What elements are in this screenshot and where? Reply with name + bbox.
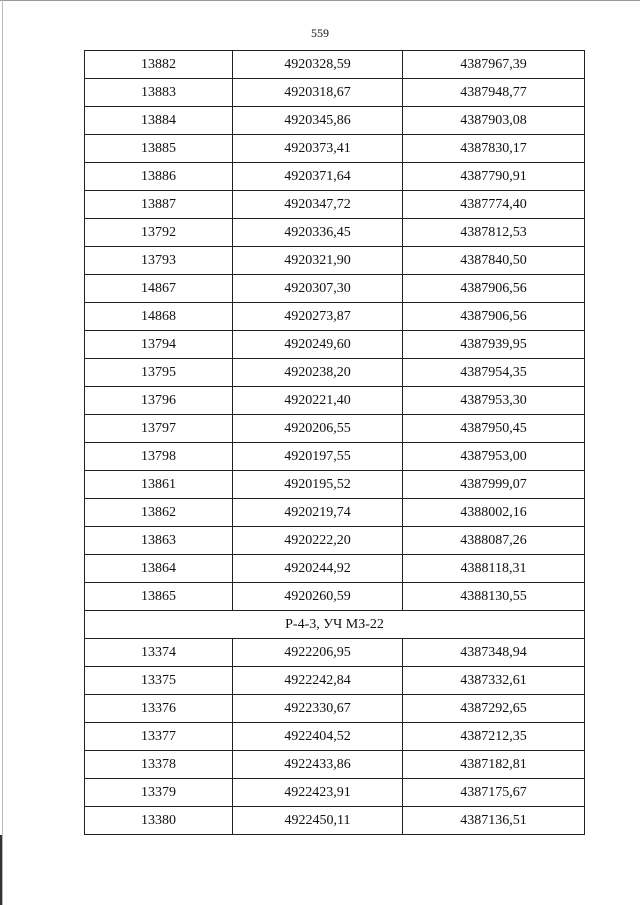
x-coordinate-cell: 4920307,30: [233, 275, 403, 303]
point-number-cell: 13379: [85, 779, 233, 807]
table-row: [85, 779, 585, 807]
y-coordinate-cell: 4387948,77: [403, 79, 585, 107]
y-coordinate-cell: 4387830,17: [403, 135, 585, 163]
y-coordinate-cell: 4387939,95: [403, 331, 585, 359]
y-coordinate-cell: 4387348,94: [403, 639, 585, 667]
point-number-cell: 13374: [85, 639, 233, 667]
y-coordinate-cell: 4387292,65: [403, 695, 585, 723]
x-coordinate-cell: 4920321,90: [233, 247, 403, 275]
x-coordinate-cell: 4920318,67: [233, 79, 403, 107]
table-row: [85, 51, 585, 79]
table-row: [85, 499, 585, 527]
point-number-cell: 13861: [85, 471, 233, 499]
x-coordinate-cell: 4920222,20: [233, 527, 403, 555]
y-coordinate-cell: 4387790,91: [403, 163, 585, 191]
table-row: [85, 807, 585, 835]
section-header-row: [85, 611, 585, 639]
x-coordinate-cell: 4920238,20: [233, 359, 403, 387]
x-coordinate-cell: 4920221,40: [233, 387, 403, 415]
point-number-cell: 13883: [85, 79, 233, 107]
table-row: [85, 723, 585, 751]
table-row: [85, 219, 585, 247]
y-coordinate-cell: 4387774,40: [403, 191, 585, 219]
y-coordinate-cell: 4387136,51: [403, 807, 585, 835]
point-number-cell: 13865: [85, 583, 233, 611]
y-coordinate-cell: 4387967,39: [403, 51, 585, 79]
table-row: [85, 555, 585, 583]
table-row: [85, 359, 585, 387]
x-coordinate-cell: 4920195,52: [233, 471, 403, 499]
y-coordinate-cell: 4388002,16: [403, 499, 585, 527]
point-number-cell: 13375: [85, 667, 233, 695]
x-coordinate-cell: 4920336,45: [233, 219, 403, 247]
section-title: Р-4-3, УЧ МЗ-22: [85, 611, 585, 639]
table-row: [85, 751, 585, 779]
table-row: [85, 667, 585, 695]
y-coordinate-cell: 4387953,00: [403, 443, 585, 471]
x-coordinate-cell: 4920371,64: [233, 163, 403, 191]
y-coordinate-cell: 4388087,26: [403, 527, 585, 555]
point-number-cell: 13380: [85, 807, 233, 835]
table-row: [85, 303, 585, 331]
point-number-cell: 13793: [85, 247, 233, 275]
point-number-cell: 13792: [85, 219, 233, 247]
point-number-cell: 13862: [85, 499, 233, 527]
table-row: [85, 107, 585, 135]
point-number-cell: 13885: [85, 135, 233, 163]
point-number-cell: 13797: [85, 415, 233, 443]
y-coordinate-cell: 4387906,56: [403, 275, 585, 303]
point-number-cell: 14868: [85, 303, 233, 331]
table-row: [85, 415, 585, 443]
coordinates-table: [84, 50, 585, 835]
point-number-cell: 13863: [85, 527, 233, 555]
x-coordinate-cell: 4920345,86: [233, 107, 403, 135]
table-row: [85, 471, 585, 499]
x-coordinate-cell: 4920249,60: [233, 331, 403, 359]
top-rule: [0, 0, 640, 1]
table-row: [85, 583, 585, 611]
left-edge: [2, 0, 3, 905]
x-coordinate-cell: 4922450,11: [233, 807, 403, 835]
y-coordinate-cell: 4387906,56: [403, 303, 585, 331]
table-row: [85, 135, 585, 163]
y-coordinate-cell: 4387950,45: [403, 415, 585, 443]
y-coordinate-cell: 4387840,50: [403, 247, 585, 275]
x-coordinate-cell: 4920206,55: [233, 415, 403, 443]
point-number-cell: 14867: [85, 275, 233, 303]
point-number-cell: 13887: [85, 191, 233, 219]
table-row: [85, 275, 585, 303]
y-coordinate-cell: 4387212,35: [403, 723, 585, 751]
table-row: [85, 695, 585, 723]
point-number-cell: 13377: [85, 723, 233, 751]
y-coordinate-cell: 4387332,61: [403, 667, 585, 695]
y-coordinate-cell: 4387175,67: [403, 779, 585, 807]
y-coordinate-cell: 4388118,31: [403, 555, 585, 583]
y-coordinate-cell: 4387182,81: [403, 751, 585, 779]
y-coordinate-cell: 4387954,35: [403, 359, 585, 387]
point-number-cell: 13882: [85, 51, 233, 79]
binding-edge: [0, 835, 10, 905]
y-coordinate-cell: 4387999,07: [403, 471, 585, 499]
table-row: [85, 331, 585, 359]
point-number-cell: 13884: [85, 107, 233, 135]
table-row: [85, 639, 585, 667]
point-number-cell: 13378: [85, 751, 233, 779]
x-coordinate-cell: 4922404,52: [233, 723, 403, 751]
x-coordinate-cell: 4922330,67: [233, 695, 403, 723]
table-row: [85, 191, 585, 219]
y-coordinate-cell: 4387953,30: [403, 387, 585, 415]
table-row: [85, 527, 585, 555]
table-row: [85, 443, 585, 471]
point-number-cell: 13864: [85, 555, 233, 583]
x-coordinate-cell: 4920328,59: [233, 51, 403, 79]
x-coordinate-cell: 4922433,86: [233, 751, 403, 779]
x-coordinate-cell: 4920244,92: [233, 555, 403, 583]
y-coordinate-cell: 4388130,55: [403, 583, 585, 611]
x-coordinate-cell: 4920373,41: [233, 135, 403, 163]
x-coordinate-cell: 4920347,72: [233, 191, 403, 219]
point-number-cell: 13795: [85, 359, 233, 387]
x-coordinate-cell: 4922423,91: [233, 779, 403, 807]
y-coordinate-cell: 4387812,53: [403, 219, 585, 247]
page-number: 559: [311, 26, 329, 40]
table-row: [85, 163, 585, 191]
table-row: [85, 79, 585, 107]
point-number-cell: 13796: [85, 387, 233, 415]
point-number-cell: 13798: [85, 443, 233, 471]
point-number-cell: 13886: [85, 163, 233, 191]
table-row: [85, 247, 585, 275]
x-coordinate-cell: 4922242,84: [233, 667, 403, 695]
point-number-cell: 13794: [85, 331, 233, 359]
x-coordinate-cell: 4920197,55: [233, 443, 403, 471]
point-number-cell: 13376: [85, 695, 233, 723]
y-coordinate-cell: 4387903,08: [403, 107, 585, 135]
x-coordinate-cell: 4920260,59: [233, 583, 403, 611]
coordinates-table-body: [85, 51, 585, 835]
x-coordinate-cell: 4920219,74: [233, 499, 403, 527]
x-coordinate-cell: 4922206,95: [233, 639, 403, 667]
x-coordinate-cell: 4920273,87: [233, 303, 403, 331]
table-row: [85, 387, 585, 415]
